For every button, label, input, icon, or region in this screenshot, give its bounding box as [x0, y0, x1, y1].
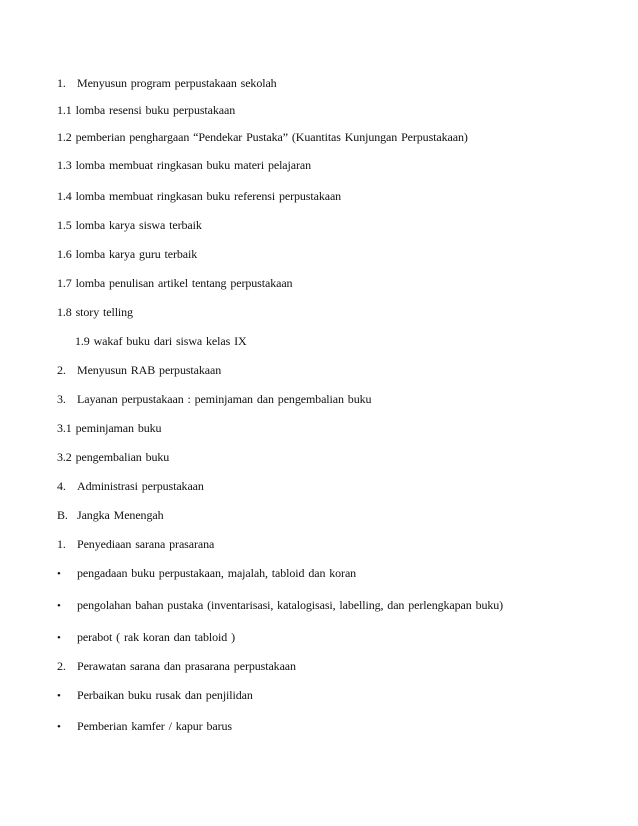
bullet-icon: • [57, 600, 61, 612]
item-text: Menyusun program perpustakaan sekolah [77, 76, 277, 90]
list-item [57, 421, 161, 435]
list-item [57, 659, 296, 673]
item-number: 2. [57, 659, 66, 673]
bullet-icon: • [57, 721, 61, 733]
bullet-icon: • [57, 632, 61, 644]
item-text: pengolahan bahan pustaka (inventarisasi, katalogisasi, labelling, dan perlengkapan buku) [77, 598, 504, 612]
item-text: Perbaikan buku rusak dan penjilidan [77, 688, 253, 702]
list-item [57, 392, 371, 406]
bullet-icon: • [57, 568, 61, 580]
item-text: Jangka Menengah [77, 508, 164, 522]
item-text: 1.1 lomba resensi buku perpustakaan [57, 103, 236, 117]
list-item [57, 103, 235, 117]
item-text: pengadaan buku perpustakaan, majalah, tabloid dan koran [77, 566, 357, 580]
item-text: 3.1 peminjaman buku [57, 421, 162, 435]
item-text: Pemberian kamfer / kapur barus [77, 719, 232, 733]
list-item [57, 189, 341, 203]
list-item [57, 719, 232, 734]
item-text: 1.7 lomba penulisan artikel tentang perpustakaan [57, 276, 293, 290]
item-text: 1.5 lomba karya siswa terbaik [57, 218, 202, 232]
item-text: 1.8 story telling [57, 305, 133, 319]
list-item [57, 566, 356, 581]
list-item [57, 158, 311, 172]
list-item [57, 508, 163, 522]
list-item [57, 76, 277, 90]
bullet-icon: • [57, 690, 61, 702]
item-text: Penyediaan sarana prasarana [77, 537, 215, 551]
list-item [57, 305, 133, 319]
list-item [57, 598, 503, 613]
list-item [57, 130, 468, 144]
item-text: Administrasi perpustakaan [77, 479, 204, 493]
item-text: Layanan perpustakaan : peminjaman dan pengembalian buku [77, 392, 372, 406]
item-text: 1.9 wakaf buku dari siswa kelas IX [75, 334, 247, 348]
list-item [57, 537, 214, 551]
list-item [57, 363, 221, 377]
item-number: 4. [57, 479, 66, 493]
item-number: 1. [57, 76, 66, 90]
list-item [57, 276, 292, 290]
item-number: B. [57, 508, 68, 522]
item-text: 1.6 lomba karya guru terbaik [57, 247, 198, 261]
list-item [57, 218, 202, 232]
list-item [57, 479, 204, 493]
list-item [57, 450, 169, 464]
item-number: 2. [57, 363, 66, 377]
list-item [75, 334, 247, 348]
list-item [57, 688, 253, 703]
item-text: 3.2 pengembalian buku [57, 450, 170, 464]
item-text: perabot ( rak koran dan tabloid ) [77, 630, 235, 644]
item-text: 1.4 lomba membuat ringkasan buku referensi perpustakaan [57, 189, 342, 203]
item-text: 1.2 pemberian penghargaan “Pendekar Pustaka” (Kuantitas Kunjungan Perpustakaan) [57, 130, 468, 144]
item-number: 3. [57, 392, 66, 406]
list-item [57, 247, 197, 261]
item-text: 1.3 lomba membuat ringkasan buku materi pelajaran [57, 158, 312, 172]
item-text: Menyusun RAB perpustakaan [77, 363, 222, 377]
item-text: Perawatan sarana dan prasarana perpustakaan [77, 659, 296, 673]
item-number: 1. [57, 537, 66, 551]
list-item [57, 630, 235, 645]
